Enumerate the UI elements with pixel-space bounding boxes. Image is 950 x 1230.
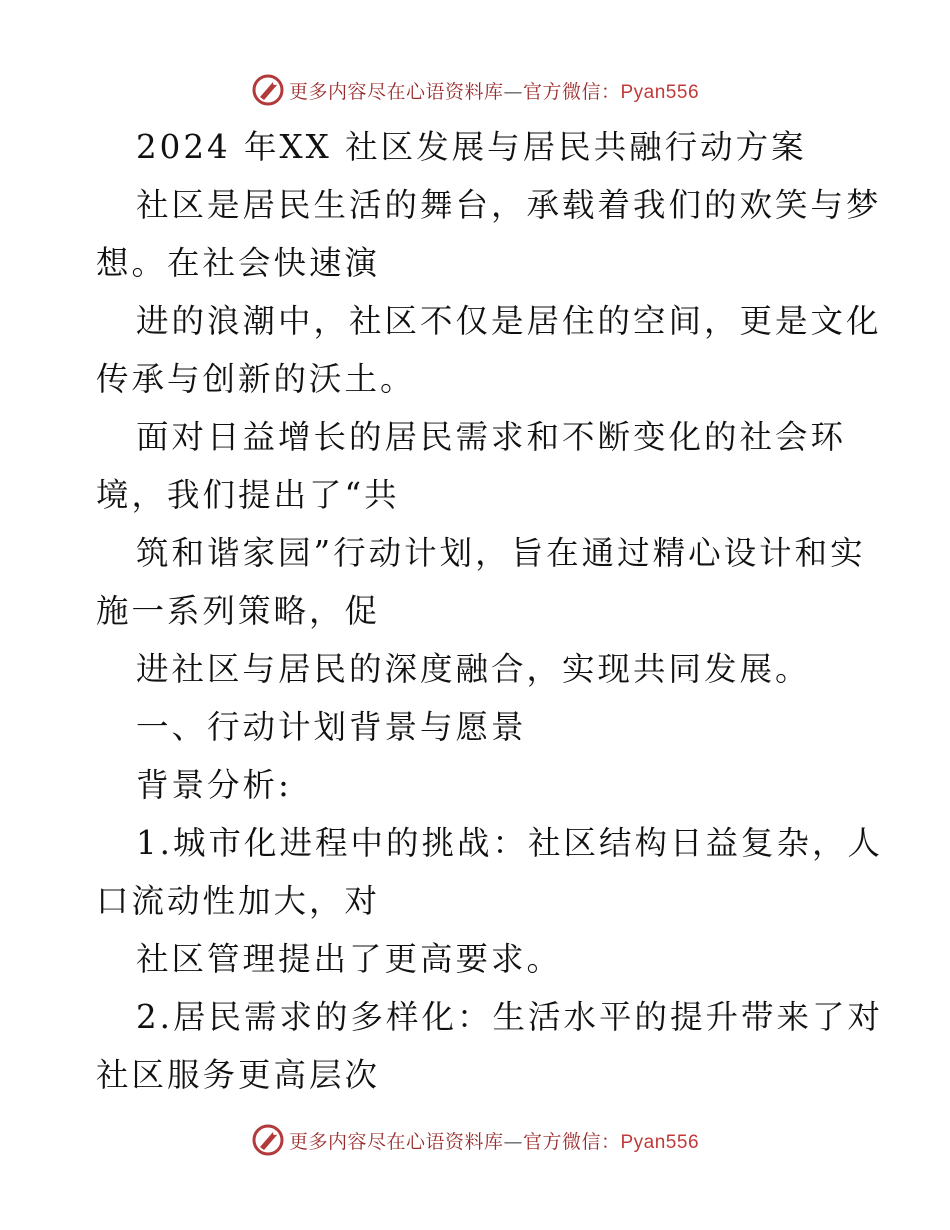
pen-circle-icon xyxy=(251,73,285,107)
paragraph-line: 传承与创新的沃土。 xyxy=(96,360,416,398)
paragraph-line: 面对日益增长的居民需求和不断变化的社会环 xyxy=(136,418,847,456)
banner-text: 更多内容尽在心语资料库—官方微信：Pyan556 xyxy=(288,80,700,103)
pen-circle-icon xyxy=(251,1123,285,1157)
paragraph-line: 进社区与居民的深度融合，实现共同发展。 xyxy=(136,650,811,688)
header-banner xyxy=(0,70,950,110)
document-body xyxy=(96,118,884,1104)
paragraph-line: 社区是居民生活的舞台，承载着我们的欢笑与梦 xyxy=(136,186,882,224)
footer-banner xyxy=(0,1120,950,1160)
list-item-line: 2.居民需求的多样化：生活水平的提升带来了对 xyxy=(136,998,884,1036)
paragraph-line: 想。在社会快速演 xyxy=(96,244,381,282)
list-item-line: 1.城市化进程中的挑战：社区结构日益复杂，人 xyxy=(136,824,884,862)
list-item-line: 口流动性加大，对 xyxy=(96,882,381,920)
banner-text: 更多内容尽在心语资料库—官方微信：Pyan556 xyxy=(288,1130,700,1153)
paragraph-line: 进的浪潮中，社区不仅是居住的空间，更是文化 xyxy=(136,302,882,340)
paragraph-line: 境，我们提出了“共 xyxy=(96,476,400,514)
paragraph-line: 筑和谐家园”行动计划，旨在通过精心设计和实 xyxy=(136,534,866,572)
list-item-line: 社区服务更高层次 xyxy=(96,1056,381,1094)
list-item-line: 社区管理提出了更高要求。 xyxy=(136,940,563,978)
section-heading: 一、行动计划背景与愿景 xyxy=(136,708,527,746)
subsection-heading: 背景分析: xyxy=(136,766,292,804)
document-title: 2024 年XX 社区发展与居民共融行动方案 xyxy=(136,128,807,166)
paragraph-line: 施一系列策略，促 xyxy=(96,592,381,630)
